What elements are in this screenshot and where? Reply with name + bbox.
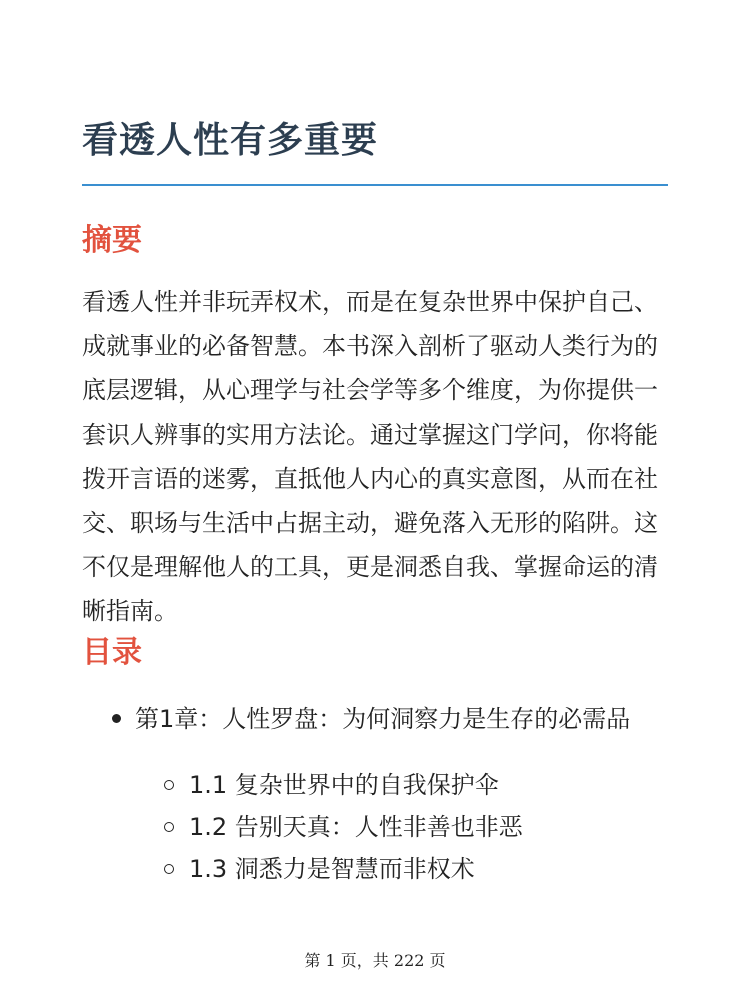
toc-chapter-label: 第1章：人性罗盘：为何洞察力是生存的必需品 <box>135 705 631 733</box>
hollow-bullet-icon <box>164 822 174 832</box>
toc-section-item[interactable] <box>82 806 668 848</box>
bullet-dot-icon <box>112 714 121 723</box>
toc-section-label: 1.1 复杂世界中的自我保护伞 <box>189 771 499 799</box>
toc-section-list <box>82 764 668 890</box>
table-of-contents <box>82 698 668 890</box>
document-title: 看透人性有多重要 <box>82 120 379 161</box>
toc-section-item[interactable] <box>82 764 668 806</box>
toc-section-item[interactable] <box>82 848 668 890</box>
toc-section-label: 1.3 洞悉力是智慧而非权术 <box>189 855 475 883</box>
title-divider <box>82 184 668 186</box>
hollow-bullet-icon <box>164 864 174 874</box>
abstract-body: 看透人性并非玩弄权术，而是在复杂世界中保护自己、成就事业的必备智慧。本书深入剖析了驱动人类行为的底层逻辑，从心理学与社会学等多个维度，为你提供一套识人辨事的实用方法论。通过掌握这门学问，你将能拨开言语的迷雾，直抵他人内心的真实意图，从而在社交、职场与生活中占据主动，避免落入无形的陷阱。这不仅是理解他人的工具，更是洞悉自我、掌握命运的清晰指南。 <box>82 288 658 626</box>
abstract-heading: 摘要 <box>82 223 142 258</box>
toc-section-label: 1.2 告别天真：人性非善也非恶 <box>189 813 523 841</box>
toc-heading: 目录 <box>82 635 142 670</box>
toc-chapter-item[interactable] <box>82 698 668 740</box>
page-number-footer: 第 1 页，共 222 页 <box>304 951 446 970</box>
hollow-bullet-icon <box>164 780 174 790</box>
